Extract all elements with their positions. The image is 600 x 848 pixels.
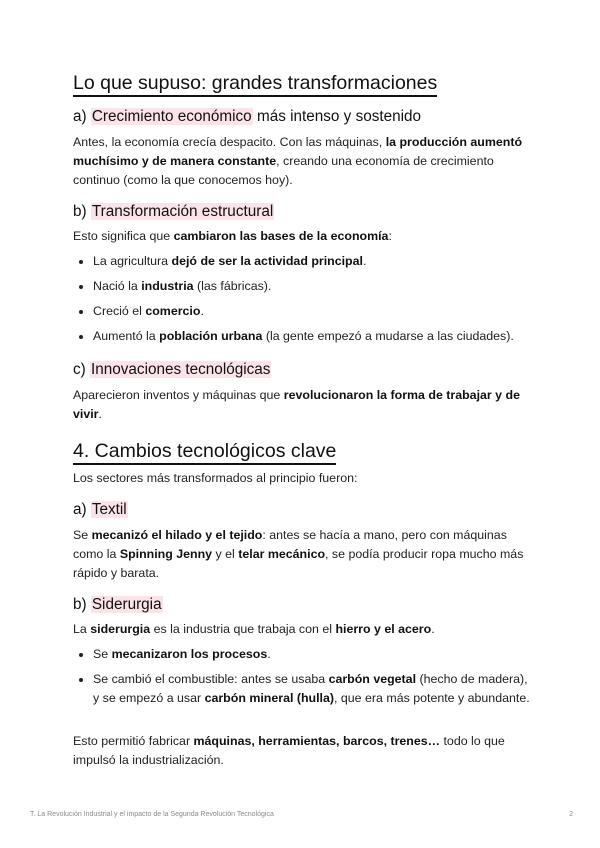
paragraph-siderurgia: La siderurgia es la industria que trabaja con el hierro y el acero.: [73, 622, 435, 636]
subheading-siderurgia: b) Siderurgia: [73, 596, 162, 613]
subheading-crecimiento: a) Crecimiento económico más intenso y sostenido: [73, 108, 422, 125]
paragraph-intro-cambios: Los sectores más transformados al principio fueron:: [73, 471, 358, 485]
highlight: Crecimiento económico: [91, 108, 252, 125]
bullet-list-siderurgia: [73, 645, 533, 708]
highlight: Transformación estructural: [91, 203, 274, 220]
footer-text: T. La Revolución Industrial y el impacto de la Segunda Revolución Tecnológica: [30, 811, 274, 818]
highlight: Textil: [91, 501, 127, 518]
highlight: Siderurgia: [91, 596, 162, 613]
highlight: Innovaciones tecnológicas: [91, 361, 271, 378]
subheading-transformacion: b) Transformación estructural: [73, 203, 274, 220]
bullet-list-transformacion: [73, 252, 533, 346]
section-title-cambios: 4. Cambios tecnológicos clave: [73, 440, 336, 463]
list-item: Nació la industria (las fábricas).: [73, 277, 533, 296]
page-number: 2: [569, 811, 573, 818]
paragraph-crecimiento: Antes, la economía crecía despacito. Con las máquinas, la producción aumentó muchísimo y de manera constante, creando una economía de crecimiento continuo (como la que conocemos hoy).: [73, 135, 523, 187]
list-item: Se cambió el combustible: antes se usaba carbón vegetal (hecho de madera), y se empezó a usar carbón mineral (hulla), que era más potente y abundante.: [73, 670, 533, 708]
page-footer: [30, 811, 573, 818]
list-item: Creció el comercio.: [73, 302, 533, 321]
paragraph-textil: Se mecanizó el hilado y el tejido: antes se hacía a mano, pero con máquinas como la Spinning Jenny y el telar mecánico, se podía producir ropa mucho más rápido y barata.: [73, 528, 524, 580]
paragraph-transformacion: Esto significa que cambiaron las bases de la economía:: [73, 229, 392, 243]
paragraph-siderurgia-closing: Esto permitió fabricar máquinas, herramientas, barcos, trenes… todo lo que impulsó la industrialización.: [73, 734, 505, 767]
list-item: Aumentó la población urbana (la gente empezó a mudarse a las ciudades).: [73, 327, 533, 346]
list-item: La agricultura dejó de ser la actividad principal.: [73, 252, 533, 271]
section-title-transformaciones: Lo que supuso: grandes transformaciones: [73, 72, 437, 95]
subheading-textil: a) Textil: [73, 501, 127, 518]
paragraph-innovaciones: Aparecieron inventos y máquinas que revolucionaron la forma de trabajar y de vivir.: [73, 388, 520, 421]
list-item: Se mecanizaron los procesos.: [73, 645, 533, 664]
subheading-innovaciones: c) Innovaciones tecnológicas: [73, 361, 271, 378]
